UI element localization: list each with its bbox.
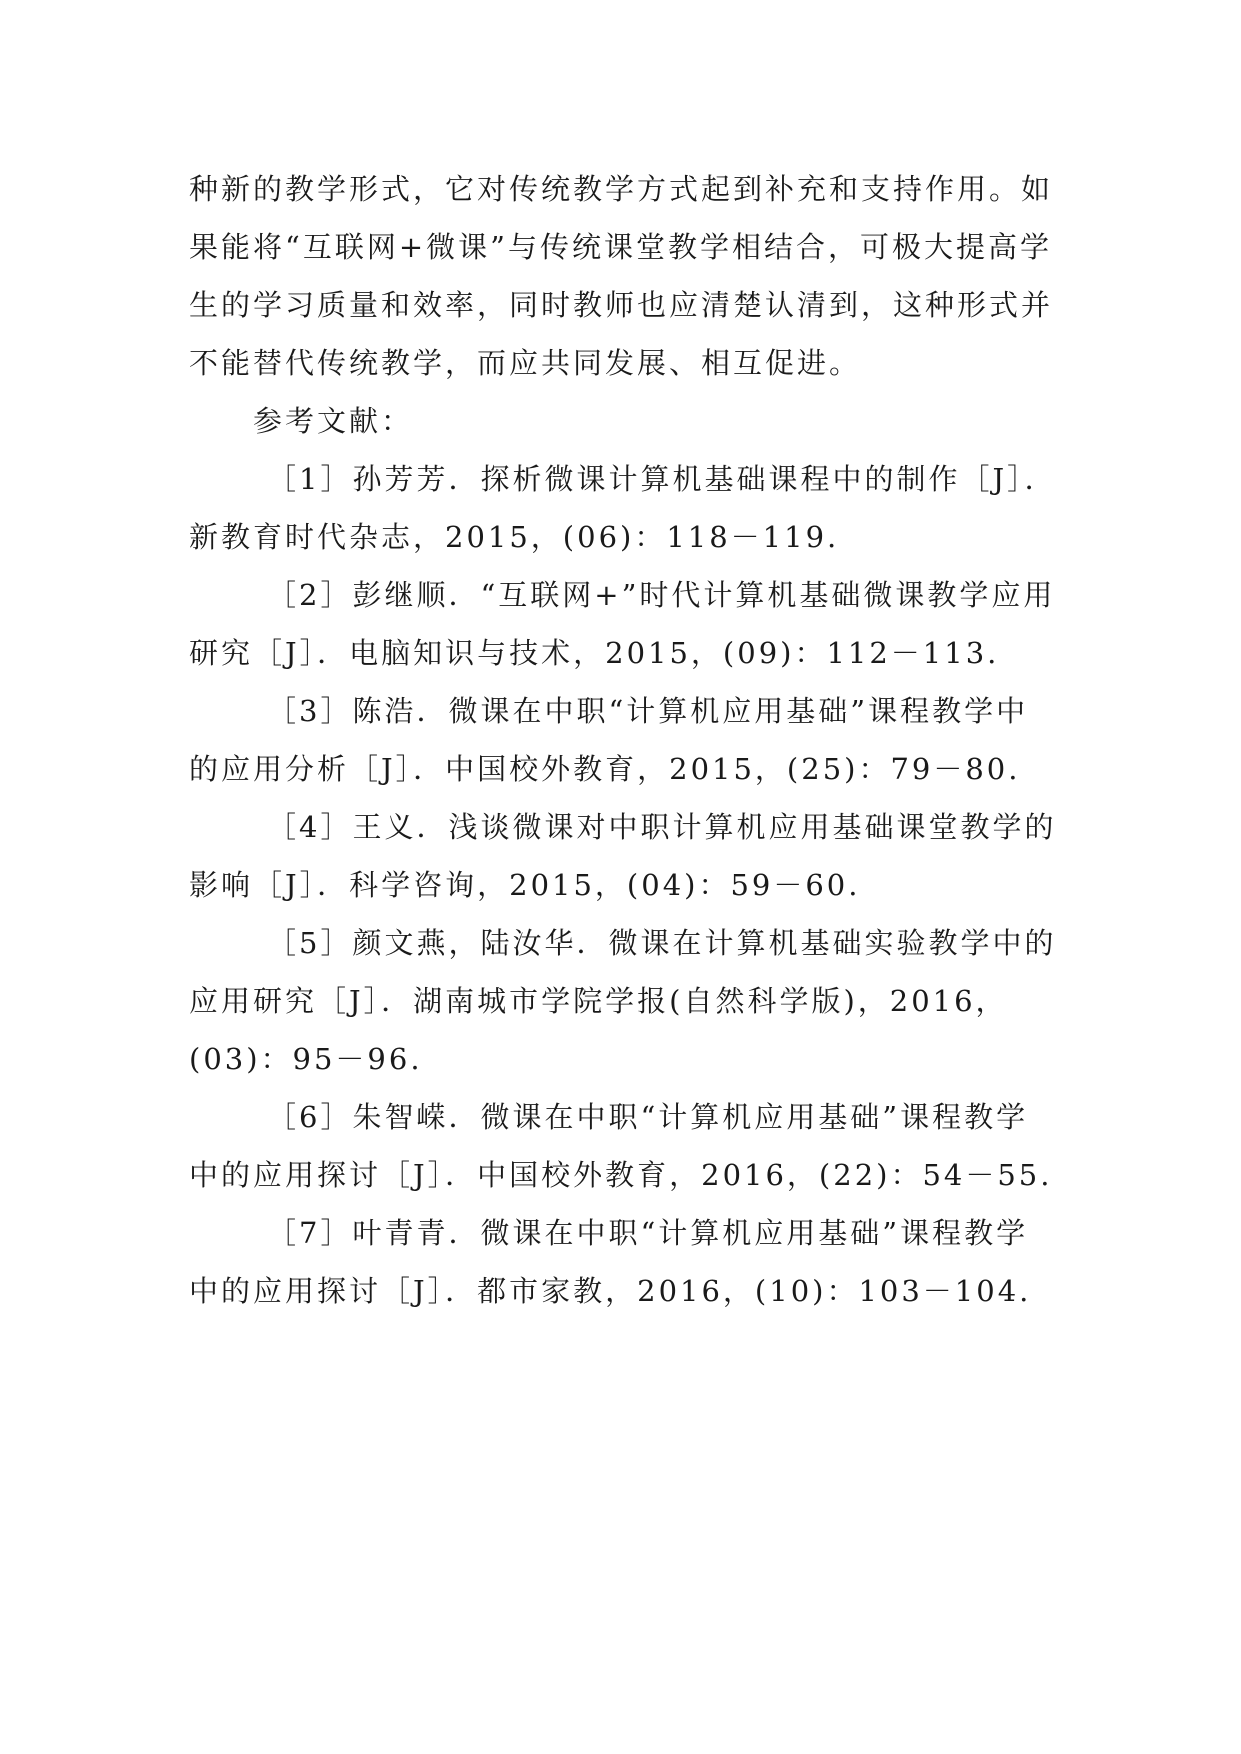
body-paragraph: 种新的教学形式，它对传统教学方式起到补充和支持作用。如果能将“互联网+微课”与传统课堂教学相结合，可极大提高学生的学习质量和效率，同时教师也应清楚认清到，这种形式并不能替代传统教学，而应共同发展、相互促进。 <box>189 172 1054 380</box>
references-heading: 参考文献： <box>253 404 414 438</box>
reference-item-7: ［7］叶青青．微课在中职“计算机应用基础”课程教学中的应用探讨［J］．都市家教，2016，(10)：103－104. <box>189 1216 1032 1308</box>
reference-item-1: ［1］孙芳芳．探析微课计算机基础课程中的制作［J］．新教育时代杂志，2015，(06)：118－119. <box>189 462 1057 554</box>
reference-item-5: ［5］颜文燕，陆汝华．微课在计算机基础实验教学中的应用研究［J］．湖南城市学院学报(自然科学版)，2016，(03)：95－96. <box>189 926 1057 1076</box>
reference-item-2: ［2］彭继顺．“互联网+”时代计算机基础微课教学应用研究［J］．电脑知识与技术，2015，(09)：112－113. <box>189 578 1056 670</box>
reference-item-4: ［4］王义．浅谈微课对中职计算机应用基础课堂教学的影响［J］．科学咨询，2015，(04)：59－60. <box>189 810 1057 902</box>
reference-item-3: ［3］陈浩．微课在中职“计算机应用基础”课程教学中的应用分析［J］．中国校外教育，2015，(25)：79－80. <box>189 694 1029 786</box>
reference-item-6: ［6］朱智嵘．微课在中职“计算机应用基础”课程教学中的应用探讨［J］．中国校外教育，2016，(22)：54－55. <box>189 1100 1053 1192</box>
text-block <box>189 160 1059 1320</box>
